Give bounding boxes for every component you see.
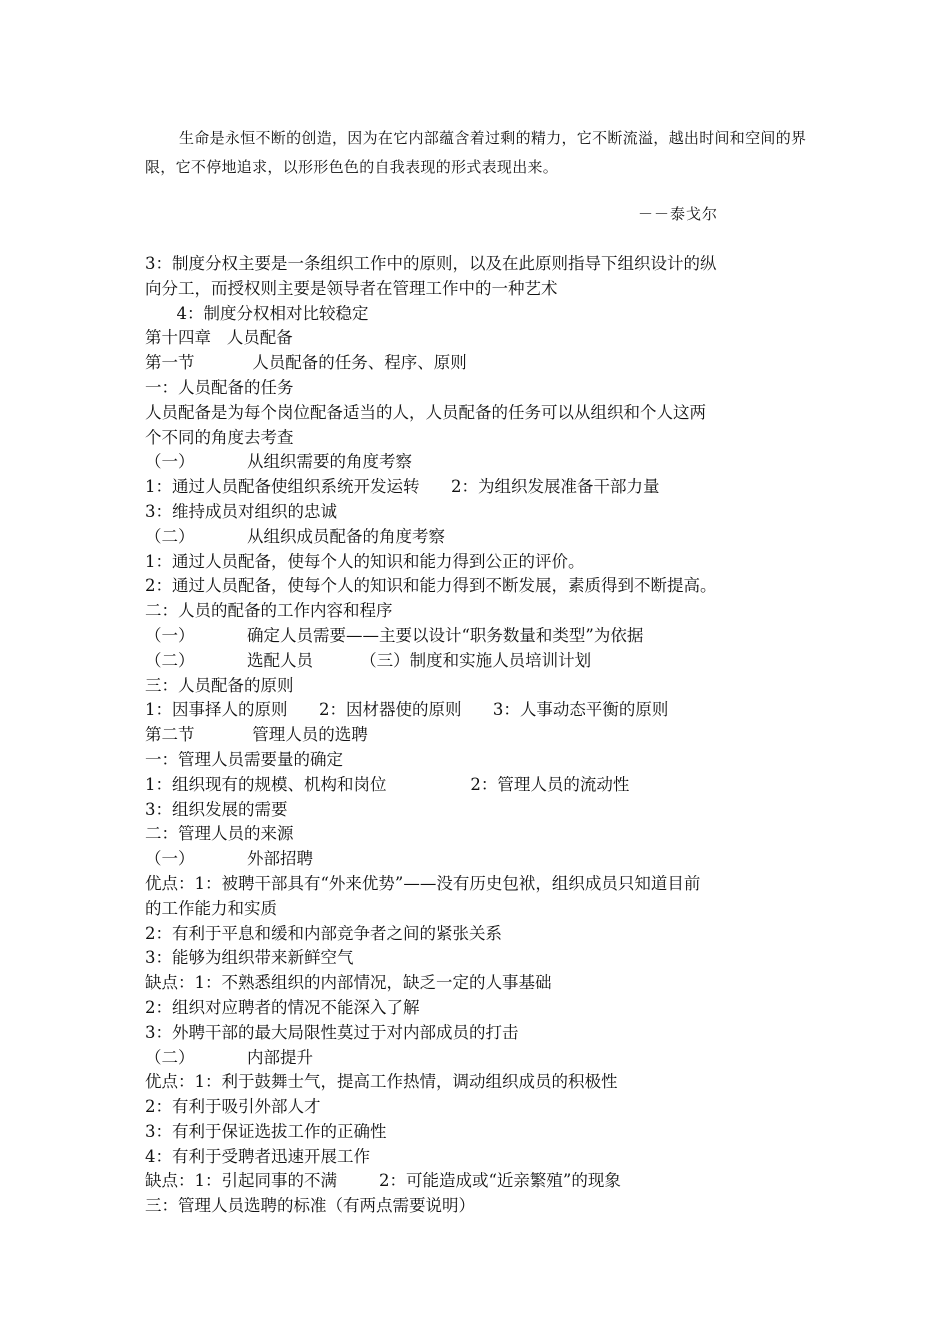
text-line: 优点：1：利于鼓舞士气，提高工作热情，调动组织成员的积极性 bbox=[145, 1072, 618, 1092]
text-line: 4：制度分权相对比较稳定 bbox=[145, 303, 369, 323]
text-line: 缺点：1：引起同事的不满 2：可能造成或“近亲繁殖”的现象 bbox=[145, 1171, 621, 1191]
text-line: 1：因事择人的原则 2：因材器使的原则 3：人事动态平衡的原则 bbox=[145, 700, 669, 720]
text-line: 3：维持成员对组织的忠诚 bbox=[145, 501, 337, 521]
text-line: 2：通过人员配备，使每个人的知识和能力得到不断发展，素质得到不断提高。 bbox=[145, 576, 717, 596]
text-line: 3：有利于保证选拔工作的正确性 bbox=[145, 1121, 387, 1141]
epigraph-quote: 生命是永恒不断的创造，因为在它内部蕴含着过剩的精力，它不断流溢，越出时间和空间的界限，它不停地追求，以形形色色的自我表现的形式表现出来。 bbox=[145, 129, 807, 176]
text-line: 3：制度分权主要是一条组织工作中的原则，以及在此原则指导下组织设计的纵 bbox=[145, 254, 717, 273]
text-line: （一） 外部招聘 bbox=[145, 849, 313, 869]
text-line: 第一节 人员配备的任务、程序、原则 bbox=[145, 353, 467, 373]
text-line: 3：外聘干部的最大局限性莫过于对内部成员的打击 bbox=[145, 1022, 519, 1042]
text-line: （一） 确定人员需要——主要以设计“职务数量和类型”为依据 bbox=[145, 625, 644, 645]
text-line: 第二节 管理人员的选聘 bbox=[145, 725, 368, 745]
text-line: 二：管理人员的来源 bbox=[145, 824, 294, 844]
text-line: 二：人员的配备的工作内容和程序 bbox=[145, 601, 393, 621]
text-line: 2：有利于平息和缓和内部竞争者之间的紧张关系 bbox=[145, 923, 502, 943]
text-line: 4：有利于受聘者迅速开展工作 bbox=[145, 1146, 370, 1166]
text-line: 向分工，而授权则主要是领导者在管理工作中的一种艺术 bbox=[145, 278, 558, 298]
text-line: 1：组织现有的规模、机构和岗位 2：管理人员的流动性 bbox=[145, 774, 630, 794]
text-line: 1：通过人员配备使组织系统开发运转 2：为组织发展准备干部力量 bbox=[145, 477, 660, 497]
text-line: 个不同的角度去考查 bbox=[145, 427, 294, 447]
text-line: 人员配备是为每个岗位配备适当的人，人员配备的任务可以从组织和个人这两 bbox=[145, 402, 706, 422]
document-body bbox=[145, 252, 817, 1219]
epigraph-author: －－泰戈尔 bbox=[638, 205, 719, 223]
text-line: 三：人员配备的原则 bbox=[145, 675, 294, 695]
text-line: 的工作能力和实质 bbox=[145, 898, 277, 918]
text-line: 3：组织发展的需要 bbox=[145, 799, 288, 819]
text-line: 1：通过人员配备，使每个人的知识和能力得到公正的评价。 bbox=[145, 551, 585, 571]
text-line: （二） 选配人员 （三）制度和实施人员培训计划 bbox=[145, 650, 592, 670]
text-line: 一：管理人员需要量的确定 bbox=[145, 749, 343, 769]
text-line: 3：能够为组织带来新鲜空气 bbox=[145, 948, 354, 968]
text-line: （二） 从组织成员配备的角度考察 bbox=[145, 526, 445, 546]
text-line: 一：人员配备的任务 bbox=[145, 377, 294, 397]
text-line: 2：组织对应聘者的情况不能深入了解 bbox=[145, 997, 420, 1017]
text-line: 三：管理人员选聘的标准（有两点需要说明） bbox=[145, 1196, 475, 1216]
text-line: （二） 内部提升 bbox=[145, 1047, 313, 1067]
text-line: 第十四章 人员配备 bbox=[145, 328, 293, 348]
text-line: 优点：1：被聘干部具有“外来优势”——没有历史包袱，组织成员只知道目前 bbox=[145, 873, 701, 893]
text-line: 缺点：1：不熟悉组织的内部情况，缺乏一定的人事基础 bbox=[145, 973, 552, 993]
text-line: 2：有利于吸引外部人才 bbox=[145, 1097, 321, 1117]
text-line: （一） 从组织需要的角度考察 bbox=[145, 452, 412, 472]
